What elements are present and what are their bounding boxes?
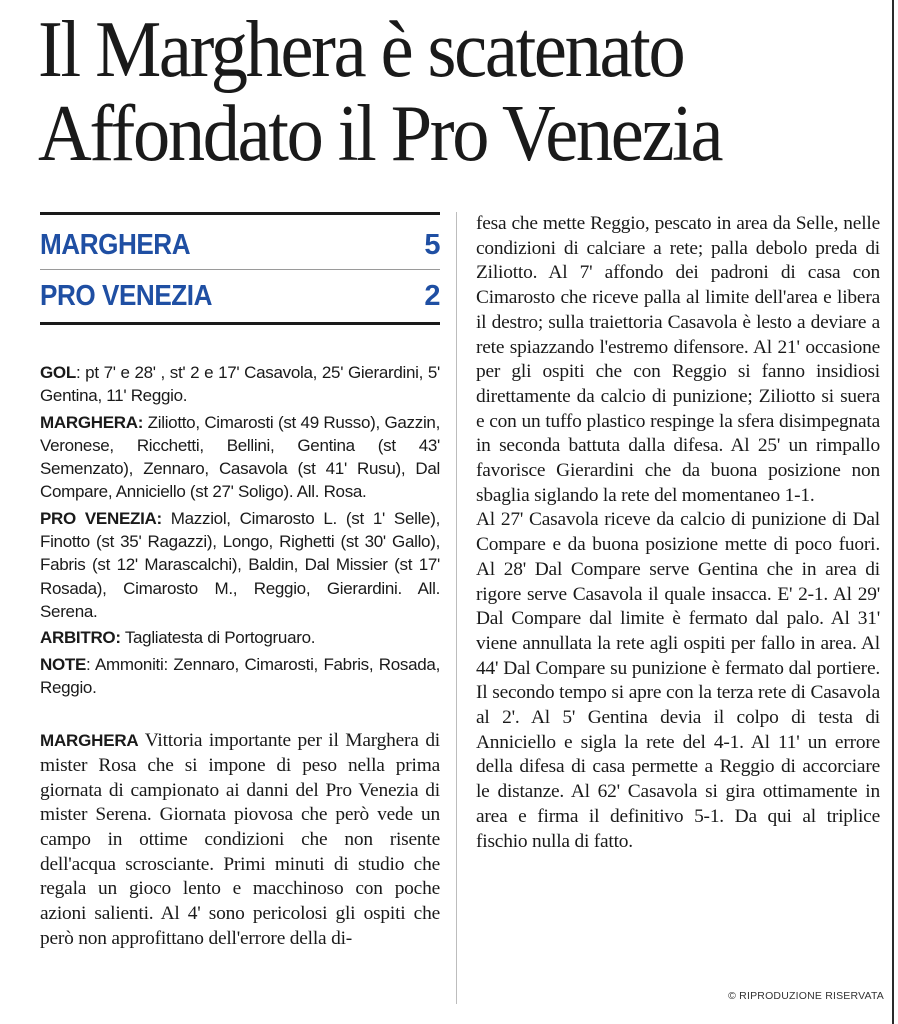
- away-team-score: 2: [424, 279, 440, 312]
- home-team-score: 5: [424, 228, 440, 261]
- headline-line-2: Affondato il Pro Venezia: [38, 90, 722, 178]
- tab-marghera-text: Ziliotto, Cimarosti (st 49 Russo), Gazzin, Veronese, Ricchetti, Bellini, Gentina (st 43' Semenzato), Zennaro, Casavola (st 41' Rusu), Dal Compare, Anniciello (st 27' Soligo). All. Rosa.: [40, 412, 440, 502]
- tab-arbitro: [40, 626, 440, 649]
- article-body-right: [476, 212, 880, 854]
- tab-gol-text: : pt 7' e 28' , st' 2 e 17' Casavola, 25' Gierardini, 5' Gentina, 11' Reggio.: [40, 363, 440, 406]
- tab-pro-venezia: [40, 507, 440, 623]
- score-row-away: [40, 272, 440, 320]
- tab-note-text: : Ammoniti: Zennaro, Cimarosti, Fabris, Rosada, Reggio.: [40, 654, 440, 697]
- right-column: [476, 212, 880, 854]
- home-team-name: MARGHERA: [40, 228, 191, 261]
- tab-note-label: NOTE: [40, 654, 87, 674]
- tab-gol: [40, 361, 440, 408]
- match-tabellino: [40, 361, 440, 699]
- tab-arbitro-label: ARBITRO:: [40, 628, 121, 648]
- headline-line-1: Il Marghera è scatenato: [38, 6, 684, 94]
- tab-pro-venezia-label: PRO VENEZIA:: [40, 508, 162, 528]
- scoreboard-bottom-rule: [40, 322, 440, 325]
- column-divider: [456, 212, 457, 1004]
- article-paragraph-3: Al 27' Casavola riceve da calcio di punizione di Dal Compare e da buona posizione mette di poco fuori. Al 28' Dal Compare serve Gentina che in area di rigore serve Casavola il quale insacca. E' 2-1. Al 29' Dal Compare dal limite è fermato dal palo. Al 31' viene annullata la rete agli ospiti per fallo in area. Al 44' Dal Compare su punizione è fermato dal portiere. Il secondo tempo si apre con la terza rete di Casavola al 2'. Al 5' Gentina devia il colpo di testa di Anniciello e sigla la rete del 4-1. Al 11' un errore della difesa di casa permette a Reggio di accorciare le distanze. Al 62' Casavola si gira ottimamente in area e firma il definitivo 5-1. Da qui al triplice fischio nulla di fatto.: [476, 509, 880, 852]
- copyright-notice: © RIPRODUZIONE RISERVATA: [728, 990, 884, 1002]
- tab-marghera-label: MARGHERA:: [40, 412, 144, 432]
- article-paragraph-2: fesa che mette Reggio, pescato in area da Selle, nelle condizioni di calciare a rete; palla debolo preda di Ziliotto. Al 7' affondo dei padroni di casa con Cimarosto che riceve palla al limite dell'area e libera il destro; sulla traiettoria Casavola è lesto a deviare a rete spiazzando l'estremo difensore. Al 21' occasione per gli ospiti che con Reggio si fanno insidiosi direttamente da calcio di punizione; Ziliotto si suera e con un tuffo plastico respinge la sfera disimpegnata in seconda battuta dalla difesa. Al 25' un rimpallo favorisce Gierardini che da buona posizione non sbaglia siglando la rete del momentaneo 1-1.: [476, 213, 880, 506]
- left-column: [40, 212, 440, 951]
- scoreboard-separator: [40, 269, 440, 270]
- scoreboard: [40, 212, 440, 325]
- tab-marghera: [40, 411, 440, 504]
- article-kicker: MARGHERA: [40, 731, 139, 751]
- article-paragraph-1: [40, 729, 440, 951]
- tab-arbitro-text: Tagliatesta di Portogruaro.: [120, 628, 316, 648]
- article-left-text: Vittoria importante per il Marghera di mister Rosa che si impone di peso nella prima giornata di campionato ai danni del Pro Venezia di mister Serena. Giornata piovosa che però vede un campo in ottime condizioni che non risente dell'acqua scrosciante. Primi minuti di studio che regala un gioco lento e macchinoso con poche azioni salienti. Al 4' sono pericolosi gli ospiti che però non approfittano dell'errore della di-: [40, 730, 440, 949]
- scoreboard-top-rule: [40, 212, 440, 215]
- away-team-name: PRO VENEZIA: [40, 279, 212, 312]
- article-body-left: [40, 729, 440, 951]
- tab-pro-venezia-text: Mazziol, Cimarosto L. (st 1' Selle), Finotto (st 35' Ragazzi), Longo, Righetti (st 30' Gallo), Fabris (st 12' Marascalchi), Baldin, Dal Missier (st 17' Rosada), Cimarosto M., Reggio, Gierardini. All. Serena.: [40, 508, 440, 621]
- tab-gol-label: GOL: [40, 363, 76, 382]
- page-edge-rule: [892, 0, 894, 1024]
- score-row-home: [40, 221, 440, 269]
- headline: [38, 8, 819, 176]
- tab-note: [40, 653, 440, 700]
